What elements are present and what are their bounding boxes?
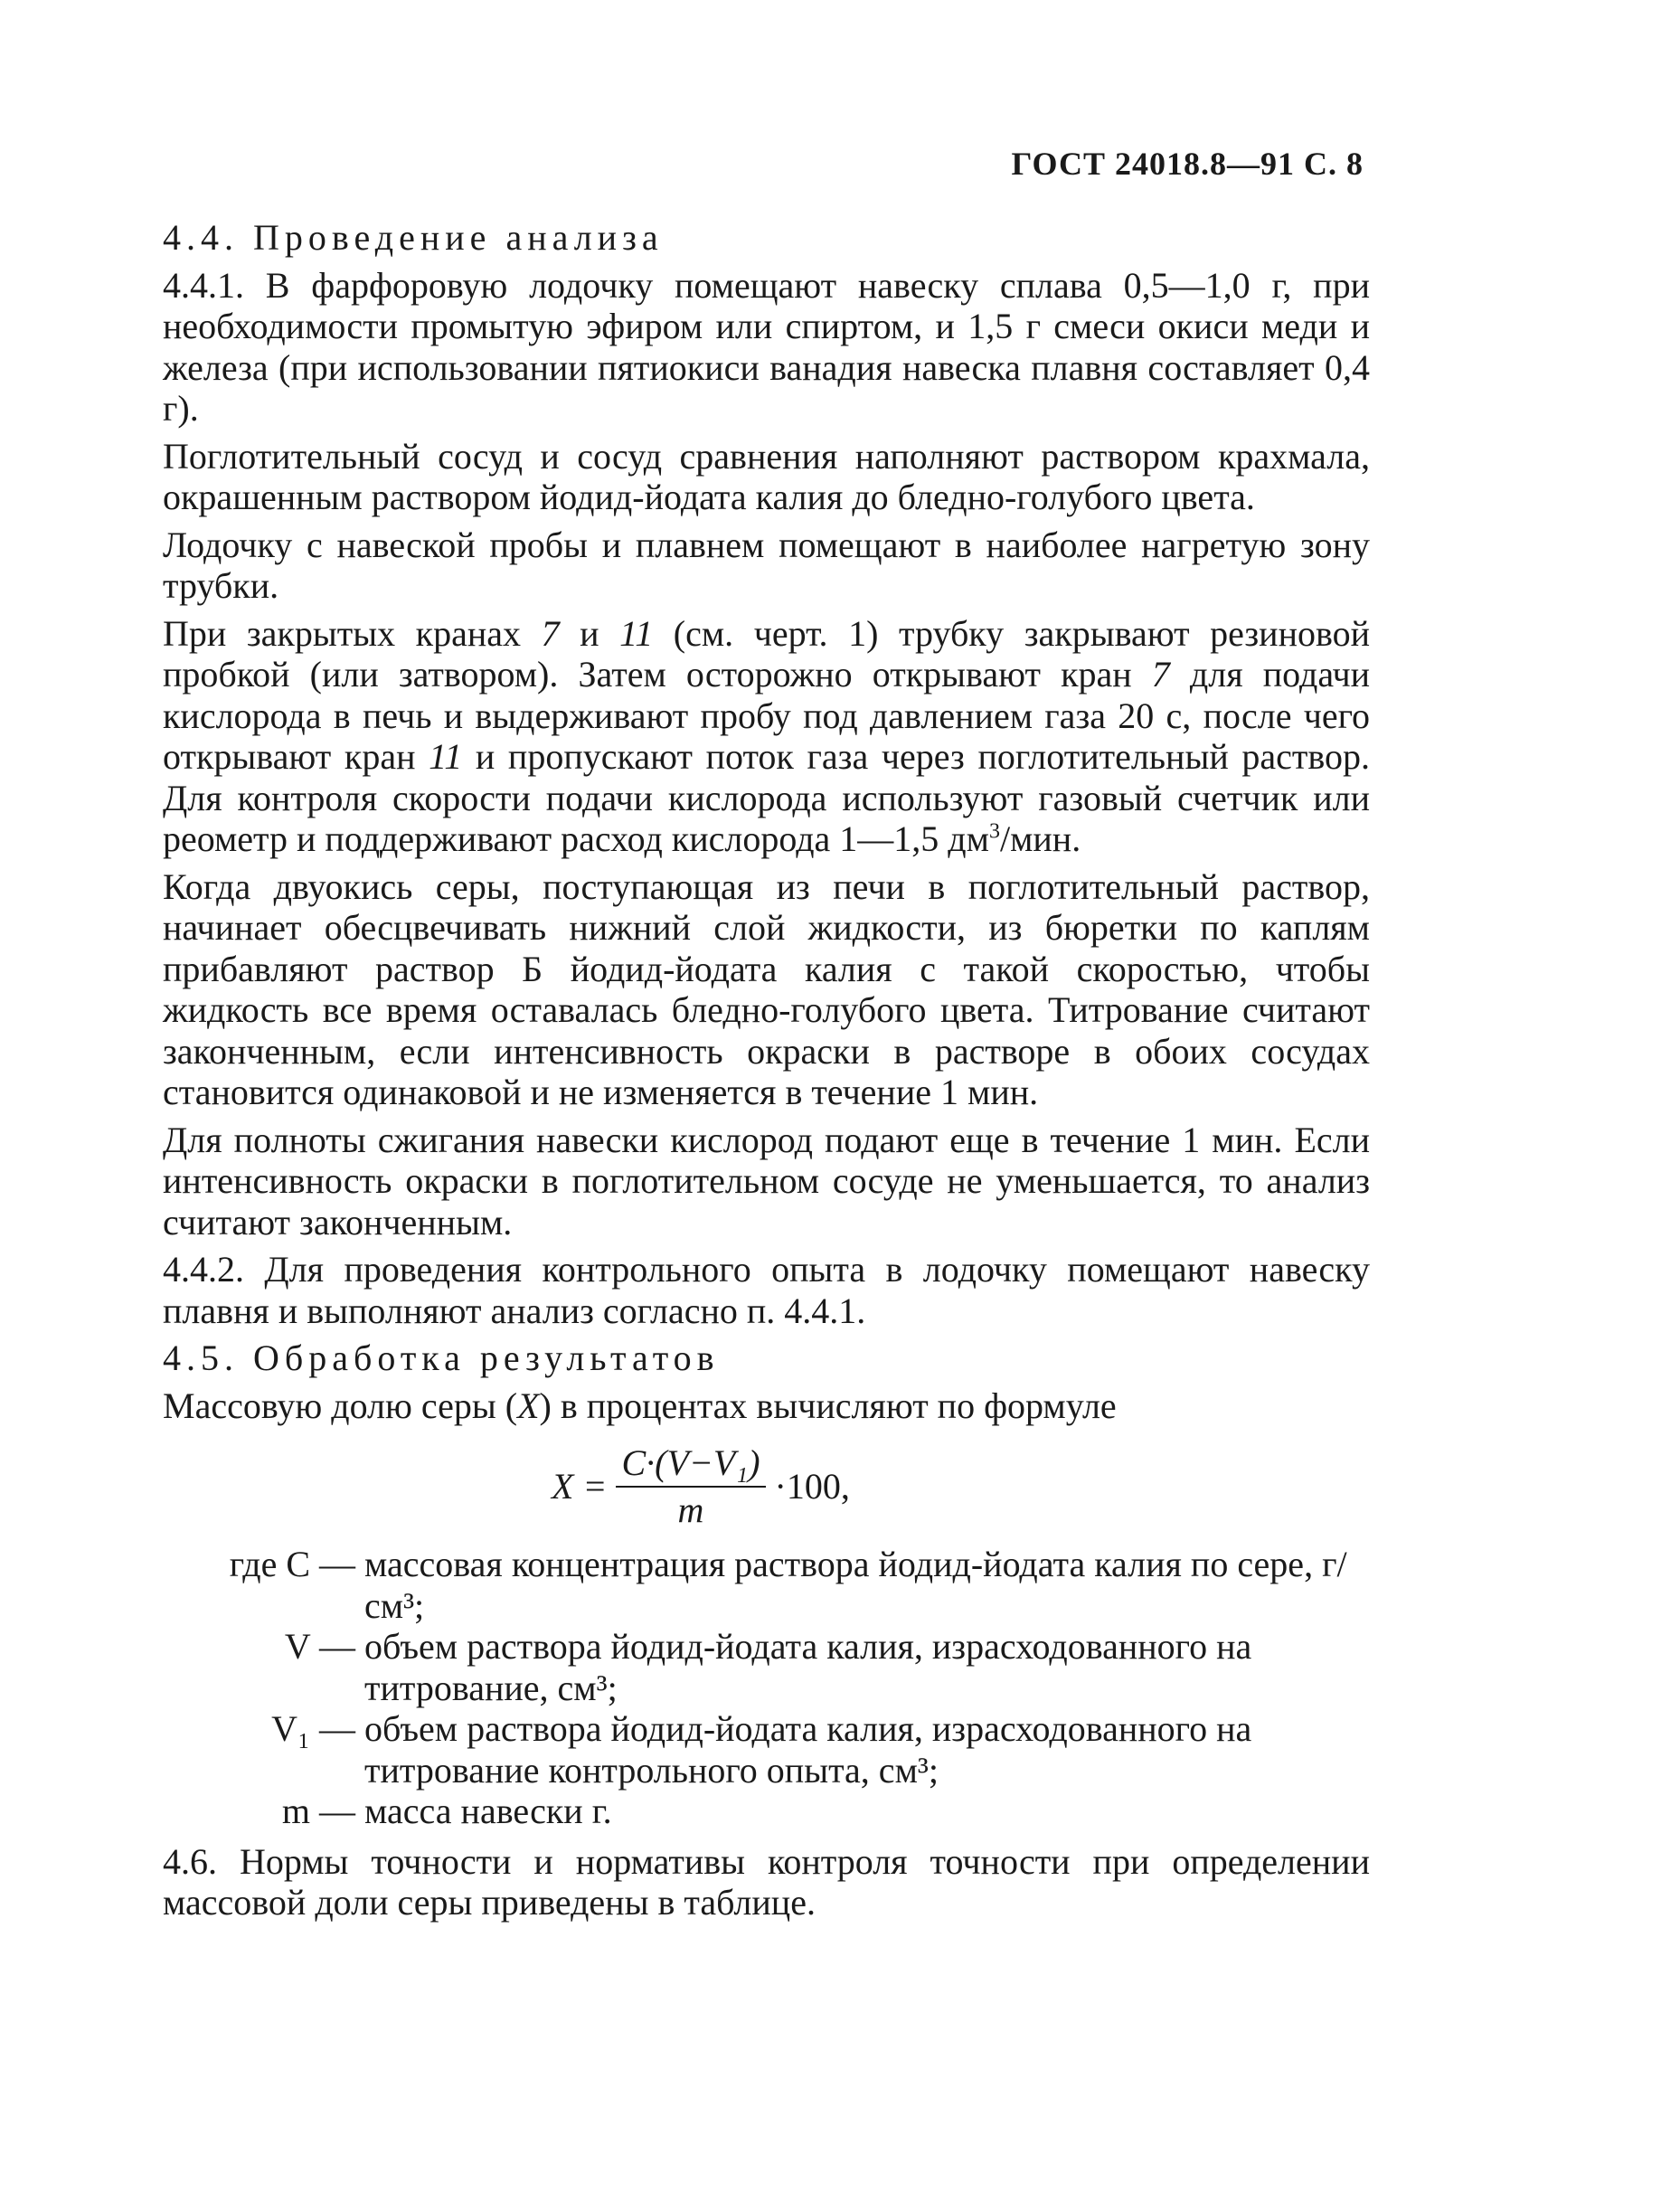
formula-numerator: C·(V−V₁) [616,1442,765,1488]
formula-lhs: X = [552,1465,608,1507]
formula-fraction [616,1442,765,1530]
definition-symbol: V — [284,1626,355,1667]
definition-text: массовая концентрация раствора йодид-йодата калия по сере, г/см³; [364,1544,1347,1626]
valve-number: 7 [541,612,560,654]
definition-text: масса навески г. [364,1791,612,1831]
definition-symbol: V₁ — [271,1708,355,1749]
formula-rhs: ·100, [774,1465,850,1507]
definition-item [163,1626,1370,1708]
definition-text: объем раствора йодид-йодата калия, израсходованного на титрование, см³; [364,1626,1252,1708]
valve-number: 7 [1151,654,1170,695]
paragraph-4-4-2: 4.4.2. Для проведения контрольного опыта в лодочку помещают навеску плавня и выполняют анализ согласно п. 4.4.1. [163,1249,1370,1331]
paragraph-4-4-1-b: Поглотительный сосуд и сосуд сравнения наполняют раствором крахмала, окрашенным раствором йодид-йодата калия до бледно-голубого цвета. [163,435,1370,517]
definition-item [163,1791,1370,1832]
section-title-4-4: 4.4. Проведение анализа [163,217,664,258]
valve-number: 11 [619,612,654,654]
paragraph-4-4-1-c: Лодочку с навеской пробы и плавнем помещают в наиболее нагретую зону трубки. [163,524,1370,606]
valve-number: 11 [429,736,463,777]
paragraph-4-4-1-a: 4.4.1. В фарфоровую лодочку помещают навеску сплава 0,5—1,0 г, при необходимости промытую эфиром или спиртом, и 1,5 г смеси окиси меди и железа (при использовании пятиокиси ванадия навеска плавня составляет 0,4 г). [163,264,1370,429]
definition-item [163,1544,1370,1626]
definition-symbol: m — [281,1791,355,1831]
paragraph-4-5: Массовую долю серы (X) в процентах вычисляют по формуле [163,1385,1117,1426]
definition-symbol: где C — [229,1544,355,1584]
document-body [163,217,1370,1930]
section-title-4-5: 4.5. Обработка результатов [163,1337,720,1378]
definition-text: объем раствора йодид-йодата калия, израсходованного на титрование контрольного опыта, см³; [364,1708,1252,1791]
paragraph-4-4-1-d: При закрытых кранах 7 и 11 (см. черт. 1) трубку закрывают резиновой пробкой (или затвором). Затем осторожно открывают кран 7 для подачи кислорода в печь и выдерживают пробу под давлением газа 20 с, после чего открывают кран 11 и пропускают поток газа через поглотительный раствор. Для контроля скорости подачи кислорода используют газовый счетчик или реометр и поддерживают расход кислорода 1—1,5 $дм^3$/мин. [163,612,1370,859]
paragraph-4-6: 4.6. Нормы точности и нормативы контроля точности при определении массовой доли серы приведены в таблице. [163,1840,1370,1923]
definitions-list [163,1544,1370,1832]
definition-item [163,1708,1370,1791]
paragraph-4-4-1-e: Когда двуокись серы, поступающая из печи в поглотительный раствор, начинает обесцвечивать нижний слой жидкости, из бюретки по каплям прибавляют раствор Б йодид-йодата калия с такой скоростью, чтобы жидкость все время оставалась бледно-голубого цвета. Титрование считают законченным, если интенсивность окраски в растворе в обоих сосудах становится одинаковой и не изменяется в течение 1 мин. [163,865,1370,1112]
formula-block [163,1433,1370,1533]
sulfur-formula [552,1442,850,1530]
formula-denominator: m [677,1488,704,1530]
document-reference: ГОСТ 24018.8—91 С. 8 [1011,146,1364,182]
paragraph-4-4-1-f: Для полноты сжигания навески кислород подают еще в течение 1 мин. Если интенсивность окраски в поглотительном сосуде не уменьшается, то анализ считают законченным. [163,1119,1370,1243]
